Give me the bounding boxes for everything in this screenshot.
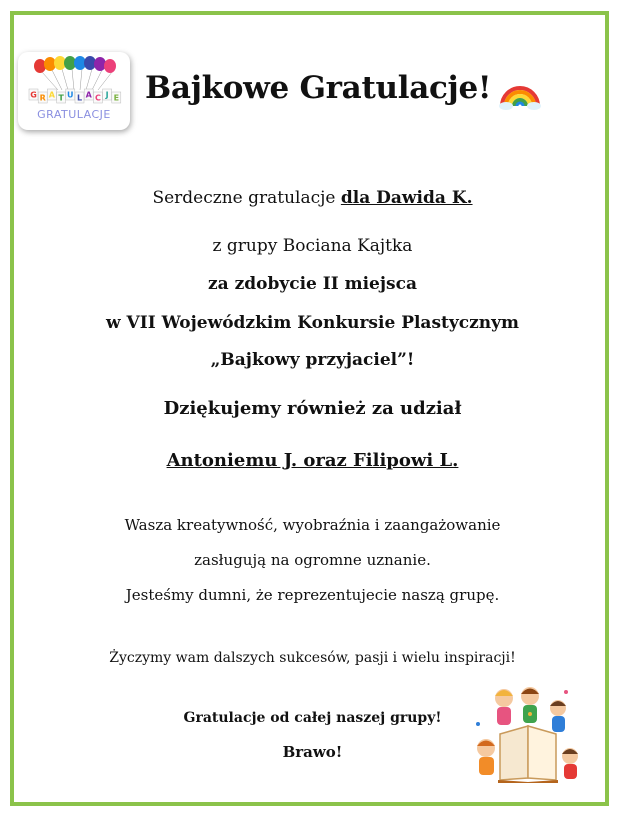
winner-name: dla Dawida K. [340, 188, 473, 208]
wishes-line: Życzymy wam dalszych sukcesów, pasji i wielu inspiracji! [109, 650, 516, 666]
logo-block-letter: L [76, 93, 83, 103]
award-line: za zdobycie II miejsca [208, 274, 417, 294]
paragraph-line-1: Wasza kreatywność, wyobraźnia i zaangażowanie [124, 516, 501, 534]
contest-line: w VII Wojewódzkim Konkursie Plastycznym [106, 313, 519, 333]
logo-block-letter: A [85, 90, 92, 100]
logo-block-letter: R [39, 93, 46, 103]
logo-block-letter: E [113, 93, 120, 103]
thanks-names: Antoniemu J. oraz Filipowi L. [166, 450, 459, 471]
logo-block-letter: C [94, 93, 101, 103]
closing-line: Gratulacje od całej naszej grupy! [183, 710, 442, 726]
rainbow-icon [498, 70, 542, 110]
contest-name: „Bajkowy przyjaciel”! [210, 350, 415, 370]
logo-block-letter: G [30, 90, 37, 100]
bravo-line: Brawo! [282, 743, 343, 761]
greeting-prefix: Serdeczne gratulacje [152, 188, 341, 208]
thanks-line: Dziękujemy również za udział [163, 398, 462, 419]
logo-block-letter: T [58, 93, 64, 103]
paragraph-line-3: Jesteśmy dumni, że reprezentujecie naszą grupę. [125, 586, 500, 604]
logo-word: GRATULACJE [37, 108, 111, 121]
logo-block-letter: A [48, 90, 56, 100]
logo-block-letter: U [67, 90, 74, 100]
page-title: Bajkowe Gratulacje! [145, 70, 492, 106]
group-line: z grupy Bociana Kajtka [212, 236, 413, 256]
gratulacje-logo [18, 52, 130, 130]
greeting-line [0, 188, 625, 208]
logo-block-letter: J [105, 90, 109, 100]
paragraph-line-2: zasługują na ogromne uznanie. [194, 551, 431, 569]
children-reading-book-illustration [470, 684, 585, 784]
